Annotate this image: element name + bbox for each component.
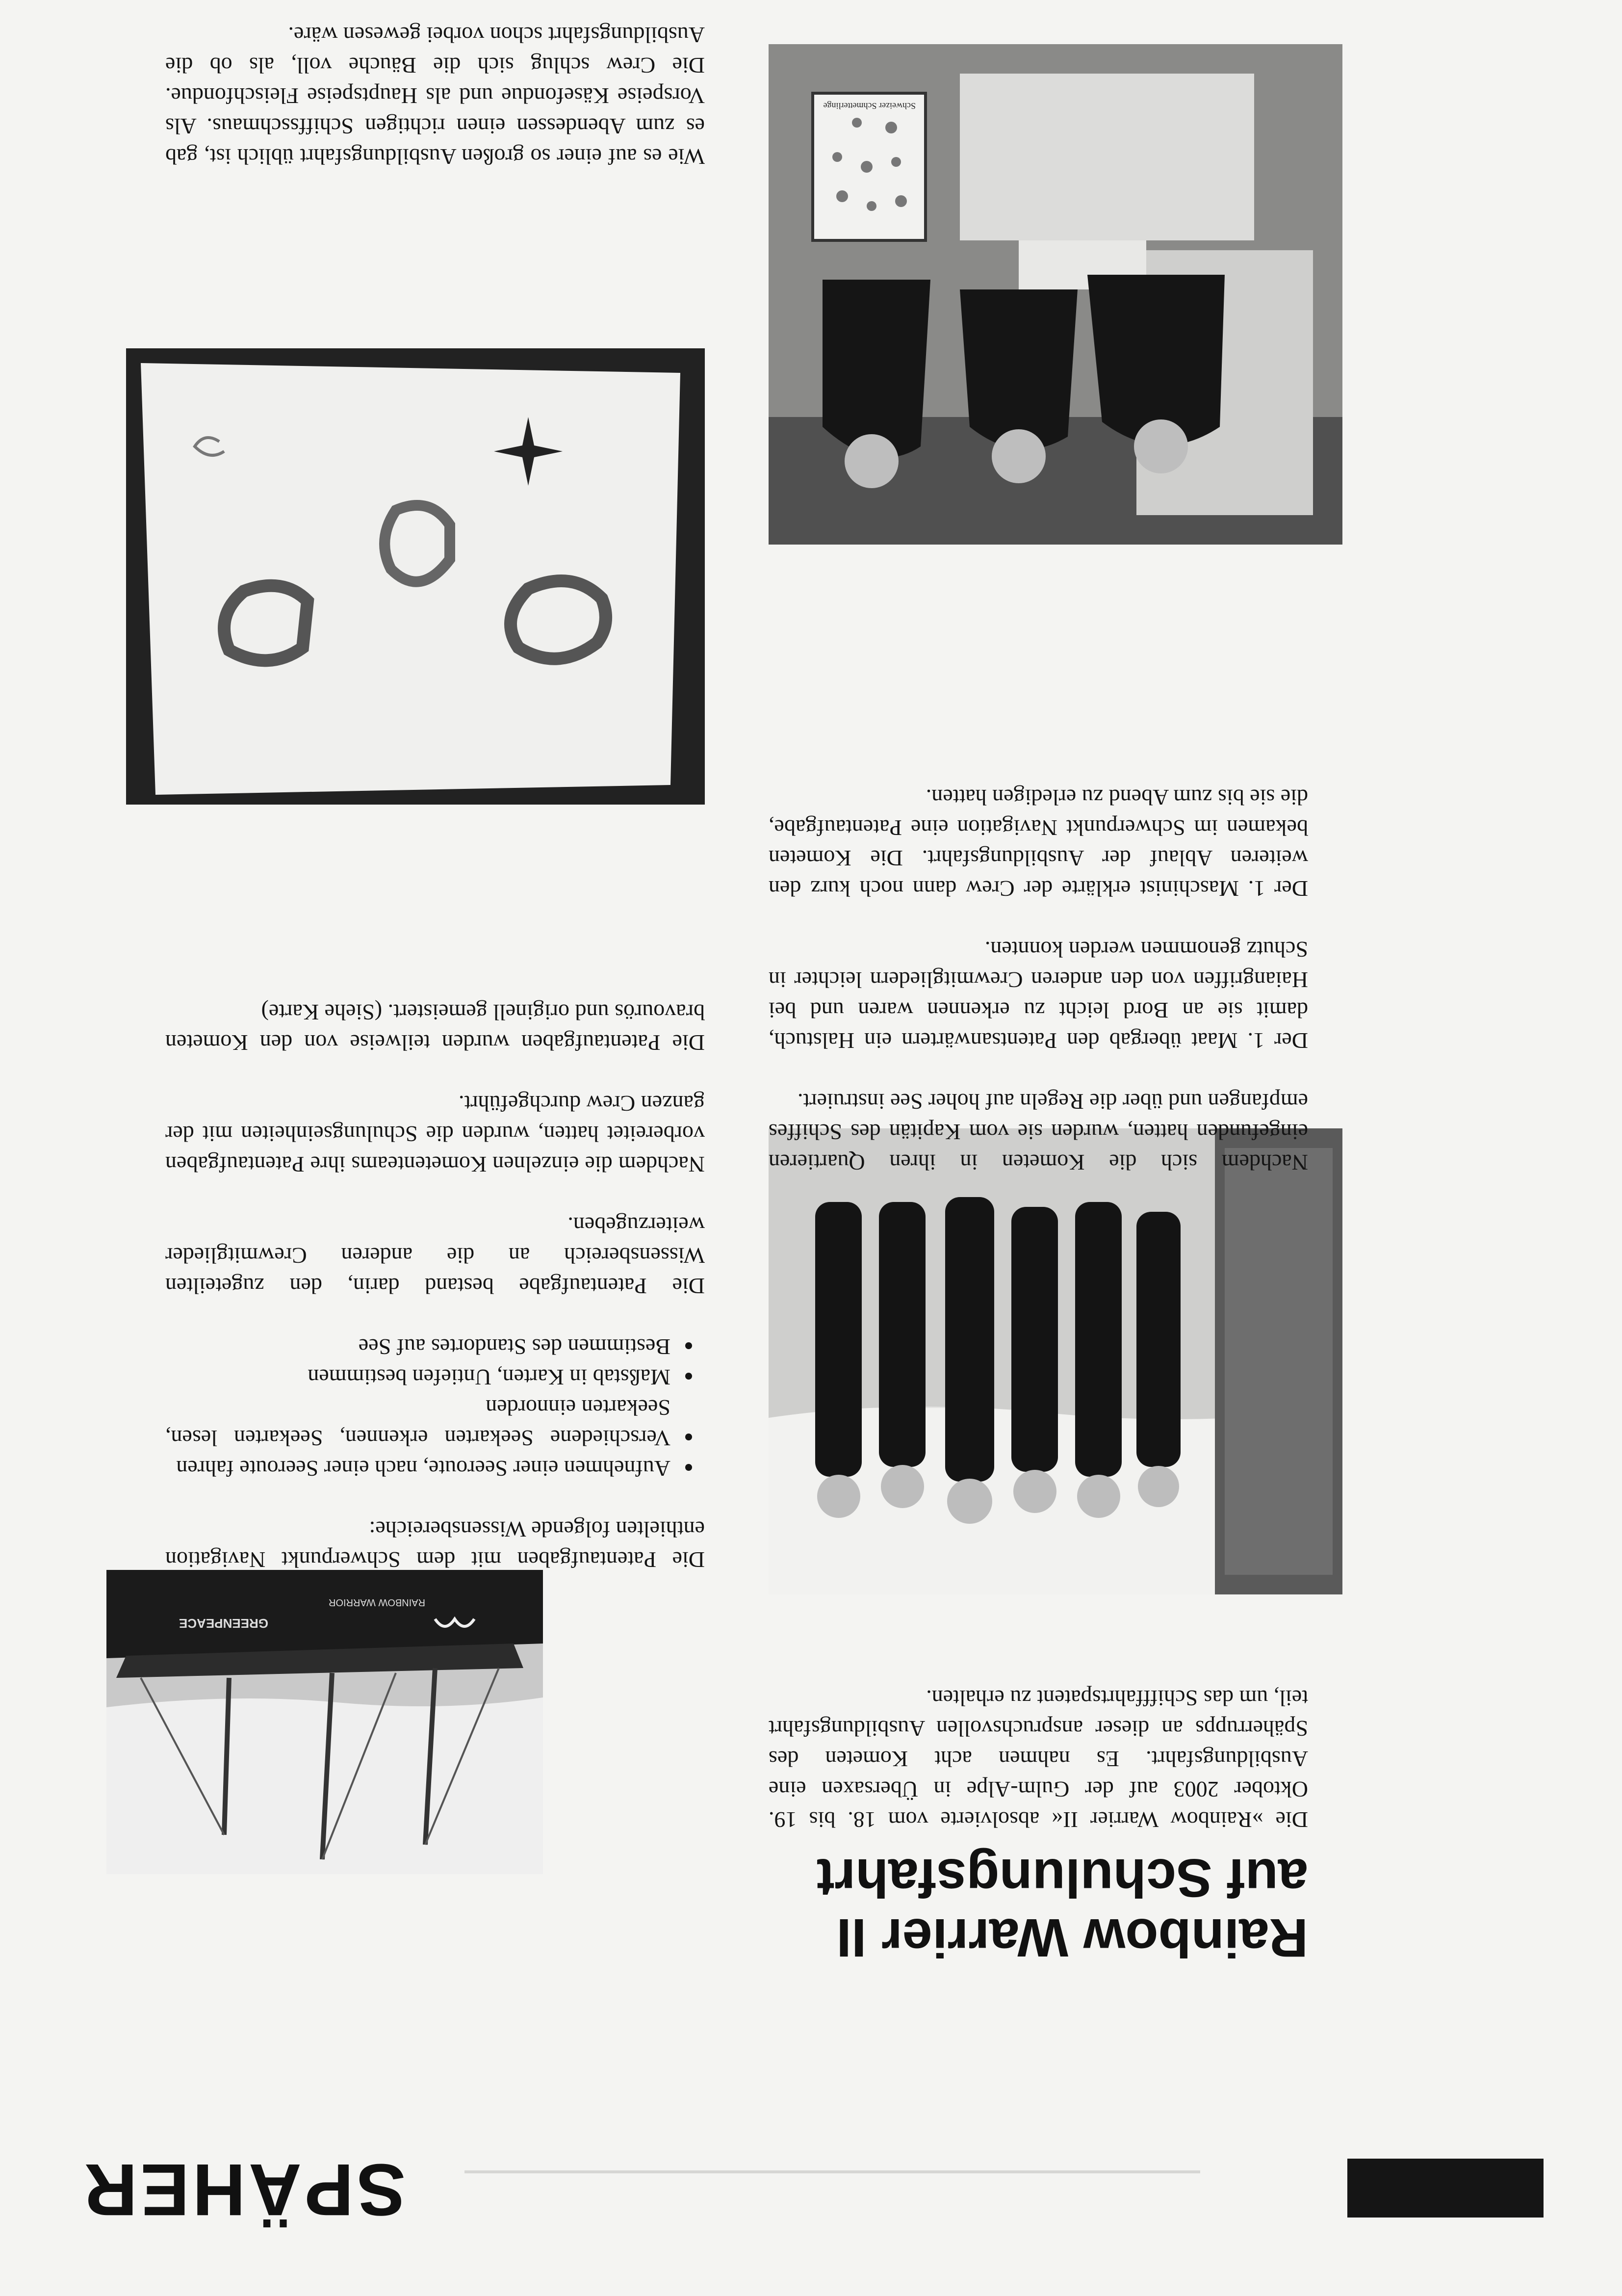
list-item: • Aufnehmen einer Seeroute, nach einer Seeroute fahren (165, 1453, 675, 1484)
paragraph: Der 1. Maat übergab den Patentsanwärtern ein Halstuch, damit sie an Bord leicht zu erkennen waren und bei Haiangriffen von den anderen Crewmitgliedern leichter in Schutz genommen werden konnten. (769, 937, 1308, 1053)
list-item: • Bestimmen des Standortes auf See (165, 1331, 675, 1362)
list-item: • Maßstab in Karten, Untiefen bestimmen (165, 1362, 675, 1392)
article-intro (769, 1652, 1308, 1835)
photo-crew-group (769, 1128, 1342, 1594)
paragraph: Die Patentaufgaben wurden teilweise von den Kometen bravourös und originell gemeistert. (Siehe Karte) (165, 1000, 705, 1055)
article-column-right (165, 966, 705, 1575)
page-number: 10 (1359, 2148, 1441, 2230)
paragraph: Der 1. Maschinist erklärte der Crew dann noch kurz den weiteren Ablauf der Ausbildungsfahrt. Die Kometen bekamen im Schwerpunkt Navigation eine Patentaufgabe, die sie bis zum Abend zu erledigen hatten. (769, 785, 1308, 901)
poster-label: Schweizer Schmetterlinge (823, 101, 916, 111)
photo-treasure-map (126, 348, 705, 805)
list-item: • Verschiedene Seekarten erkennen, Seekarten lesen, Seekarten einnorden (165, 1392, 675, 1453)
photo-ship (106, 1570, 543, 1874)
article-closing (165, 0, 705, 172)
ship-name-label: RAINBOW WARRIOR (328, 1597, 425, 1608)
ship-hull-label: GREENPEACE (179, 1616, 268, 1631)
paragraph: Nachdem die einzelnen Kometenteams ihre Patentaufgaben vorbereitet hatten, wurden die Schulungseinheiten mit der ganzen Crew durchgeführt. (165, 1091, 705, 1177)
header-rule (464, 2170, 1200, 2173)
masthead: SPÄHER (81, 2149, 406, 2231)
article-title: Rainbow Warrier II auf Schulungsfahrt (816, 1848, 1308, 1968)
paragraph: Die Patentaufgabe bestand darin, den zugeteilten Wissensbereich an die anderen Crewmitglieder weiterzugeben. (165, 1213, 705, 1299)
photo-crew-instruction (769, 44, 1342, 545)
intro-paragraph: Die »Rainbow Warrier II« absolvierte vom 18. bis 19. Oktober 2003 auf der Gulm-Alpe in Übersaxen eine Ausbildungsfahrt. Es nahmen acht Kometen des Späherrupps an dieser anspruchsvollen Ausbildungsfahrt teil, um das Schifffahrtspatent zu erhalten. (769, 1686, 1308, 1832)
paragraph: Nachdem sich die Kometen in ihren Quartieren eingefunden hatten, wurden sie vom Kapitän des Schiffes empfangen und über die Regeln auf hoher See instruiert. (769, 1089, 1308, 1175)
tasks-list (165, 1331, 705, 1484)
tasks-intro: Die Patentaufgaben mit dem Schwerpunkt Navigation enthielten folgende Wissensbereiche: (165, 1517, 705, 1572)
article-column-left (769, 752, 1308, 1177)
closing-paragraph: Wie es auf einer so großen Ausbildungsfahrt üblich ist, gab es zum Abendessen einen richtigen Schiffsschmaus. Als Vorspeise Käsefondue und als Hauptspeise Fleischfondue. Die Crew schlug sich die Bäuche voll, als ob die Ausbildungsfahrt schon vorbei gewesen wäre. (165, 23, 705, 169)
